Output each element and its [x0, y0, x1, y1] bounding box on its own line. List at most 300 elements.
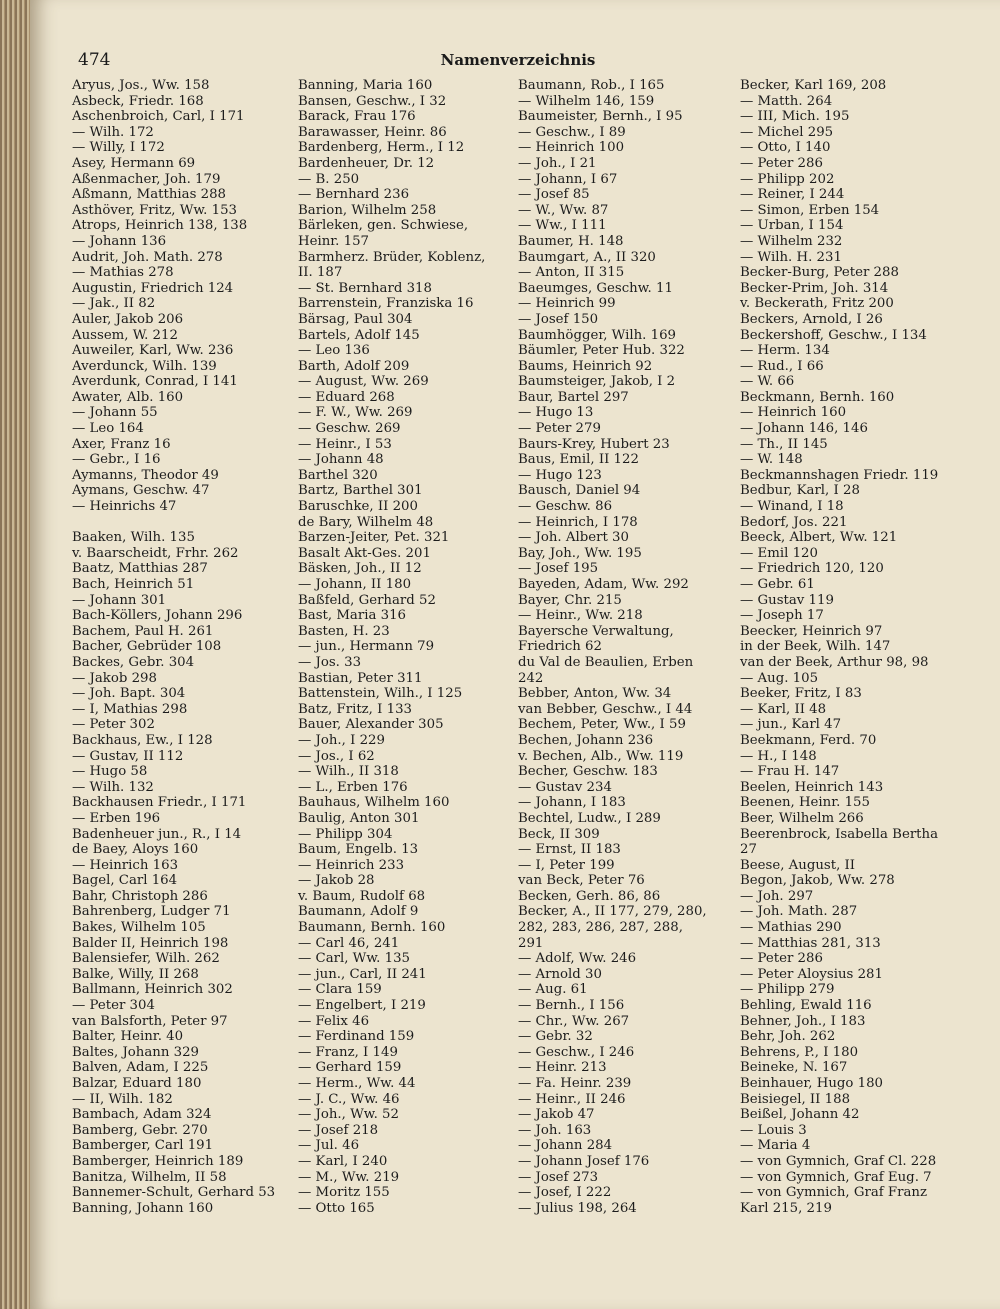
index-entry: Beckmann, Bernh. 160 — [740, 389, 895, 405]
index-entry: Becher, Geschw. 183 — [518, 764, 658, 780]
index-entry: — Heinr., I 53 — [298, 436, 392, 452]
index-entry: — Reiner, I 244 — [740, 187, 845, 203]
index-entry: Behling, Ewald 116 — [740, 998, 872, 1014]
index-entry: Beinhauer, Hugo 180 — [740, 1076, 884, 1091]
index-column-2 — [298, 78, 520, 1216]
index-entry: — von Gymnich, Graf Franz — [740, 1185, 927, 1201]
index-entry: Axer, Franz 16 — [72, 436, 171, 452]
index-entry: — Joh. 163 — [518, 1122, 592, 1138]
index-entry: Aßmann, Matthias 288 — [72, 187, 227, 203]
index-entry: — Heinr. 213 — [518, 1060, 607, 1076]
index-entry: — H., I 148 — [740, 748, 817, 764]
index-entry: — Ww., I 111 — [518, 218, 607, 234]
index-entry: — Joh. Bapt. 304 — [72, 686, 186, 702]
index-entry: — Philipp 304 — [298, 826, 393, 842]
index-entry: Asey, Hermann 69 — [72, 155, 196, 171]
index-entry: — II, Wilh. 182 — [72, 1091, 173, 1107]
index-entry: — Carl, Ww. 135 — [298, 951, 410, 967]
index-entry: Balder II, Heinrich 198 — [72, 935, 229, 951]
index-entry: Baur, Bartel 297 — [518, 389, 629, 405]
index-entry: Backes, Gebr. 304 — [72, 654, 195, 670]
index-entry: — Geschw., I 246 — [518, 1044, 635, 1060]
index-entry: Basten, H. 23 — [298, 623, 390, 639]
index-entry: — Wilhelm 232 — [740, 233, 843, 249]
index-entry: — Gustav, II 112 — [72, 748, 184, 764]
index-entry: Bechen, Johann 236 — [518, 732, 654, 748]
index-entry: Balke, Willy, II 268 — [72, 966, 199, 982]
index-entry: Backhaus, Ew., I 128 — [72, 732, 213, 748]
page-header — [78, 50, 958, 74]
index-entry: Baums, Heinrich 92 — [518, 358, 653, 374]
index-entry: — Gerhard 159 — [298, 1060, 402, 1076]
index-entry: Bedorf, Jos. 221 — [740, 514, 848, 530]
index-entry: — I, Mathias 298 — [72, 701, 188, 717]
index-entry: Heinr. 157 — [298, 233, 370, 249]
index-entry: — Mathias 278 — [72, 265, 174, 281]
index-entry: — Eduard 268 — [298, 389, 395, 405]
index-entry: Bacher, Gebrüder 108 — [72, 639, 222, 655]
index-entry: — Aug. 105 — [740, 670, 819, 686]
index-entry: — Peter 279 — [518, 421, 601, 437]
index-entry: — Jakob 28 — [298, 873, 375, 889]
index-entry: Beecker, Heinrich 97 — [740, 623, 883, 639]
index-entry: — Mathias 290 — [740, 920, 842, 936]
index-entry: — Josef, I 222 — [518, 1185, 612, 1201]
index-entry: van Bebber, Geschw., I 44 — [518, 701, 693, 717]
index-entry: — Johann 136 — [72, 233, 167, 249]
index-entry: — Wilhelm 146, 159 — [518, 93, 655, 109]
index-entry: — Heinrich 99 — [518, 296, 616, 312]
index-entry: Bäsken, Joh., II 12 — [298, 561, 422, 577]
index-entry: — Ferdinand 159 — [298, 1029, 415, 1045]
index-entry: v. Baarscheidt, Frhr. 262 — [72, 545, 239, 561]
index-entry: — Maria 4 — [740, 1138, 811, 1154]
index-entry: — III, Mich. 195 — [740, 109, 850, 125]
index-entry: — M., Ww. 219 — [298, 1169, 400, 1185]
index-entry: — Johann 301 — [72, 592, 167, 608]
index-entry: Becken, Gerh. 86, 86 — [518, 888, 661, 904]
index-entry: Bayeden, Adam, Ww. 292 — [518, 577, 689, 592]
index-entry: Basalt Akt-Ges. 201 — [298, 545, 431, 561]
index-entry: — Arnold 30 — [518, 966, 602, 982]
index-entry: — Michel 295 — [740, 124, 834, 140]
index-entry: — Wilh. 172 — [72, 124, 154, 140]
index-entry: Bambach, Adam 324 — [72, 1107, 212, 1123]
index-entry: Bardenberg, Herm., I 12 — [298, 140, 465, 156]
index-entry: Beelen, Heinrich 143 — [740, 779, 884, 795]
index-entry: — Heinrich, I 178 — [518, 514, 638, 530]
index-entry: — Jak., II 82 — [72, 296, 156, 312]
index-entry: Bakes, Wilhelm 105 — [72, 920, 206, 936]
index-entry: Balter, Heinr. 40 — [72, 1029, 184, 1045]
index-entry: — Wilh. 132 — [72, 779, 154, 795]
index-entry: — Winand, I 18 — [740, 499, 844, 515]
index-entry: Bechtel, Ludw., I 289 — [518, 810, 661, 826]
index-entry: — August, Ww. 269 — [298, 374, 429, 390]
index-entry: Beerenbrock, Isabella Bertha — [740, 826, 939, 842]
index-entry: — Peter 286 — [740, 951, 823, 967]
index-entry: — Josef 195 — [518, 561, 599, 577]
index-entry: Balensiefer, Wilh. 262 — [72, 951, 220, 967]
index-entry: Behner, Joh., I 183 — [740, 1013, 866, 1029]
index-entry: — Adolf, Ww. 246 — [518, 951, 637, 967]
index-entry: — W., Ww. 87 — [518, 202, 609, 218]
index-entry: — jun., Carl, II 241 — [298, 966, 427, 982]
index-entry: Banning, Maria 160 — [298, 78, 433, 93]
index-entry: Bayersche Verwaltung, — [518, 623, 674, 639]
index-column-1 — [72, 78, 292, 1216]
index-entry: Beese, August, II — [740, 857, 856, 873]
index-entry: — Otto 165 — [298, 1200, 375, 1216]
index-entry: Bamberger, Carl 191 — [72, 1138, 214, 1154]
index-entry: — Friedrich 120, 120 — [740, 561, 884, 577]
index-entry: 27 — [740, 842, 757, 858]
index-entry: — W. 66 — [740, 374, 795, 390]
index-entry: — Heinrich 160 — [740, 405, 847, 421]
index-entry: — Carl 46, 241 — [298, 935, 400, 951]
index-entry: Auler, Jakob 206 — [72, 311, 184, 327]
index-entry: Baßfeld, Gerhard 52 — [298, 592, 436, 608]
index-entry: — Emil 120 — [740, 545, 818, 561]
index-entry: — Engelbert, I 219 — [298, 998, 426, 1014]
index-entry: — Moritz 155 — [298, 1185, 390, 1201]
index-entry: Audrit, Joh. Math. 278 — [72, 249, 223, 265]
index-entry: Becker-Burg, Peter 288 — [740, 265, 899, 281]
index-entry: Aryus, Jos., Ww. 158 — [72, 78, 210, 93]
index-entry: Bauer, Alexander 305 — [298, 717, 444, 733]
index-entry: Baeumges, Geschw. 11 — [518, 280, 673, 296]
index-entry: Aymanns, Theodor 49 — [72, 467, 219, 483]
index-entry: Barawasser, Heinr. 86 — [298, 124, 447, 140]
index-entry: — Peter Aloysius 281 — [740, 966, 883, 982]
index-entry: — Joh., I 21 — [518, 155, 597, 171]
index-entry: Karl 215, 219 — [740, 1200, 832, 1216]
index-entry: v. Beckerath, Fritz 200 — [740, 296, 894, 312]
index-entry: — Willy, I 172 — [72, 140, 165, 156]
index-entry: — Geschw. 269 — [298, 421, 401, 437]
index-entry: — Joh., I 229 — [298, 732, 385, 748]
index-entry: Beckers, Arnold, I 26 — [740, 311, 883, 327]
index-entry: — Julius 198, 264 — [518, 1200, 637, 1216]
index-entry: — Heinrich 163 — [72, 857, 179, 873]
index-entry: Baulig, Anton 301 — [298, 810, 420, 826]
index-entry: — Jul. 46 — [298, 1138, 360, 1154]
index-entry: — Bernh., I 156 — [518, 998, 625, 1014]
index-entry: Barion, Wilhelm 258 — [298, 202, 437, 218]
index-entry: de Bary, Wilhelm 48 — [298, 514, 434, 530]
index-entry: Baatz, Matthias 287 — [72, 561, 208, 577]
index-entry: Aschenbroich, Carl, I 171 — [72, 109, 245, 125]
index-entry: — Johann 48 — [298, 452, 384, 468]
index-entry: Bärsag, Paul 304 — [298, 311, 413, 327]
index-entry: — Erben 196 — [72, 810, 161, 826]
index-entry: Bauhaus, Wilhelm 160 — [298, 795, 450, 811]
index-entry: — Heinrichs 47 — [72, 499, 177, 515]
index-entry: Bahrenberg, Ludger 71 — [72, 904, 231, 920]
index-entry: Bagel, Carl 164 — [72, 873, 178, 889]
index-entry: — Jos. 33 — [298, 654, 362, 670]
index-entry: — Joh. 297 — [740, 888, 814, 904]
index-entry: Averdunk, Conrad, I 141 — [72, 374, 238, 390]
index-entry: Beekmann, Ferd. 70 — [740, 732, 877, 748]
index-entry: v. Bechen, Alb., Ww. 119 — [518, 748, 684, 764]
index-entry: — B. 250 — [298, 171, 360, 187]
index-entry: — J. C., Ww. 46 — [298, 1091, 400, 1107]
index-entry: van Balsforth, Peter 97 — [72, 1013, 228, 1029]
index-entry: Barack, Frau 176 — [298, 109, 416, 125]
index-entry: Baltes, Johann 329 — [72, 1044, 200, 1060]
index-entry: Baumsteiger, Jakob, I 2 — [518, 374, 676, 390]
index-entry: — Bernhard 236 — [298, 187, 410, 203]
index-entry: Barrenstein, Franziska 16 — [298, 296, 474, 312]
index-entry: — Heinrich 100 — [518, 140, 625, 156]
index-entry: Beeck, Albert, Ww. 121 — [740, 530, 898, 546]
index-entry: — Geschw. 86 — [518, 499, 613, 515]
index-entry: — Peter 302 — [72, 717, 155, 733]
index-entry: 291 — [518, 935, 544, 951]
index-entry: Bansen, Geschw., I 32 — [298, 93, 447, 109]
index-entry: Behr, Joh. 262 — [740, 1029, 836, 1045]
index-entry: — L., Erben 176 — [298, 779, 408, 795]
index-entry: Balven, Adam, I 225 — [72, 1060, 209, 1076]
index-entry: — Gebr., I 16 — [72, 452, 161, 468]
index-entry: Beineke, N. 167 — [740, 1060, 848, 1076]
index-entry: — Josef 273 — [518, 1169, 599, 1185]
index-entry: Baumann, Adolf 9 — [298, 904, 419, 920]
index-entry: — Felix 46 — [298, 1013, 370, 1029]
index-entry: Bastian, Peter 311 — [298, 670, 423, 686]
index-entry: Beenen, Heinr. 155 — [740, 795, 870, 811]
index-entry: Awater, Alb. 160 — [72, 389, 184, 405]
index-entry: — Hugo 13 — [518, 405, 594, 421]
index-entry: — Matthias 281, 313 — [740, 935, 881, 951]
index-entry: Becker-Prim, Joh. 314 — [740, 280, 889, 296]
index-entry: — Jakob 47 — [518, 1107, 595, 1123]
index-entry: — Ernst, II 183 — [518, 842, 621, 858]
index-entry: Bartz, Barthel 301 — [298, 483, 423, 499]
index-entry: Beckershoff, Geschw., I 134 — [740, 327, 927, 343]
index-entry: Barzen-Jeiter, Pet. 321 — [298, 530, 450, 546]
index-entry: — Johann Josef 176 — [518, 1153, 650, 1169]
index-entry: Badenheuer jun., R., I 14 — [72, 826, 242, 842]
index-entry: — von Gymnich, Graf Eug. 7 — [740, 1169, 932, 1185]
index-entry: Baumann, Rob., I 165 — [518, 78, 665, 93]
index-entry: Banning, Johann 160 — [72, 1200, 214, 1216]
index-entry: Becker, Karl 169, 208 — [740, 78, 887, 93]
index-entry: Averdunck, Wilh. 139 — [72, 358, 217, 374]
index-entry: — Joseph 17 — [740, 608, 824, 624]
index-entry: — Johann 55 — [72, 405, 158, 421]
index-entry: — Louis 3 — [740, 1122, 807, 1138]
index-entry: — St. Bernhard 318 — [298, 280, 432, 296]
index-entry: — Fa. Heinr. 239 — [518, 1076, 632, 1091]
index-entry: Baus, Emil, II 122 — [518, 452, 639, 468]
index-column-4 — [740, 78, 970, 1216]
index-entry: Bechem, Peter, Ww., I 59 — [518, 717, 686, 733]
index-entry: — Anton, II 315 — [518, 265, 625, 281]
index-entry: Battenstein, Wilh., I 125 — [298, 686, 463, 702]
index-entry: Baaken, Wilh. 135 — [72, 530, 195, 546]
index-entry: — Johann 284 — [518, 1138, 613, 1154]
index-entry: — Johann, I 183 — [518, 795, 626, 811]
index-entry: Backhausen Friedr., I 171 — [72, 795, 247, 811]
index-entry: Auweiler, Karl, Ww. 236 — [72, 343, 234, 359]
index-entry: — Th., II 145 — [740, 436, 828, 452]
index-entry: Baumer, H. 148 — [518, 233, 624, 249]
index-entry: de Baey, Aloys 160 — [72, 842, 199, 858]
index-entry: Begon, Jakob, Ww. 278 — [740, 873, 895, 889]
index-entry: Bach-Köllers, Johann 296 — [72, 608, 243, 624]
index-entry: — Urban, I 154 — [740, 218, 844, 234]
index-column-3 — [518, 78, 740, 1216]
index-entry: Beck, II 309 — [518, 826, 600, 842]
index-entry: — Jakob 298 — [72, 670, 157, 686]
running-title: Namenverzeichnis — [440, 51, 596, 69]
index-entry: Bausch, Daniel 94 — [518, 483, 641, 499]
index-entry: — Johann, II 180 — [298, 577, 412, 592]
index-entry: — Jos., I 62 — [298, 748, 375, 764]
index-entry: Beer, Wilhelm 266 — [740, 810, 864, 826]
index-entry: — Heinr., II 246 — [518, 1091, 626, 1107]
index-entry: Behrens, P., I 180 — [740, 1044, 859, 1060]
index-entry: — Otto, I 140 — [740, 140, 831, 156]
index-entry: Bahr, Christoph 286 — [72, 888, 208, 904]
index-entry — [72, 515, 292, 531]
index-entry: — Josef 218 — [298, 1122, 379, 1138]
index-entry: — Josef 85 — [518, 187, 590, 203]
index-entry: — Philipp 202 — [740, 171, 835, 187]
index-entry: Barmherz. Brüder, Koblenz, — [298, 249, 486, 265]
index-entry: Baumeister, Bernh., I 95 — [518, 109, 683, 125]
index-entry: — Peter 286 — [740, 155, 823, 171]
index-entry: Banitza, Wilhelm, II 58 — [72, 1169, 227, 1185]
index-entry: Bannemer-Schult, Gerhard 53 — [72, 1185, 276, 1201]
index-entry: — Matth. 264 — [740, 93, 833, 109]
index-entry: Asbeck, Friedr. 168 — [72, 93, 204, 109]
index-entry: — Joh. Math. 287 — [740, 904, 858, 920]
index-entry: — Rud., I 66 — [740, 358, 824, 374]
index-entry: Aussem, W. 212 — [72, 327, 178, 343]
index-entry: — Peter 304 — [72, 998, 155, 1014]
index-entry: Beisiegel, II 188 — [740, 1091, 851, 1107]
index-entry: — Philipp 279 — [740, 982, 835, 998]
index-entry: — Wilh., II 318 — [298, 764, 399, 780]
index-entry: Bachem, Paul H. 261 — [72, 623, 214, 639]
index-entry: van Beck, Peter 76 — [518, 873, 645, 889]
index-entry: — Josef 150 — [518, 311, 599, 327]
index-entry: Baruschke, II 200 — [298, 499, 418, 515]
index-entry: Bebber, Anton, Ww. 34 — [518, 686, 672, 702]
index-entry: — Chr., Ww. 267 — [518, 1013, 630, 1029]
page-number: 474 — [78, 50, 111, 70]
index-entry: — Frau H. 147 — [740, 764, 840, 780]
index-entry: — Wilh. H. 231 — [740, 249, 842, 265]
index-entry: Ballmann, Heinrich 302 — [72, 982, 233, 998]
index-entry: — Karl, I 240 — [298, 1153, 388, 1169]
index-entry: Baumann, Bernh. 160 — [298, 920, 446, 936]
index-entry: — von Gymnich, Graf Cl. 228 — [740, 1153, 937, 1169]
index-entry: — jun., Karl 47 — [740, 717, 842, 733]
index-entry: Baum, Engelb. 13 — [298, 842, 419, 858]
index-entry: Becker, A., II 177, 279, 280, — [518, 904, 707, 920]
index-entry: — Clara 159 — [298, 982, 382, 998]
index-entry: — Gustav 234 — [518, 779, 612, 795]
index-entry: Bach, Heinrich 51 — [72, 577, 195, 592]
page-stack-edge — [0, 0, 30, 1309]
index-entry: Beeker, Fritz, I 83 — [740, 686, 862, 702]
index-entry: Friedrich 62 — [518, 639, 602, 655]
index-entry: — jun., Hermann 79 — [298, 639, 435, 655]
index-entry: Bayer, Chr. 215 — [518, 592, 622, 608]
index-entry: — Johann 146, 146 — [740, 421, 868, 437]
index-entry: Bärleken, gen. Schwiese, — [298, 218, 469, 234]
index-entry: Baurs-Krey, Hubert 23 — [518, 436, 670, 452]
index-entry: Baumhögger, Wilh. 169 — [518, 327, 677, 343]
index-entry: Augustin, Friedrich 124 — [72, 280, 234, 296]
index-entry: — Heinr., Ww. 218 — [518, 608, 643, 624]
index-entry: — Gustav 119 — [740, 592, 834, 608]
index-entry: Atrops, Heinrich 138, 138 — [72, 218, 248, 234]
index-entry: 242 — [518, 670, 544, 686]
index-entry: — Joh. Albert 30 — [518, 530, 629, 546]
index-entry: — Leo 164 — [72, 421, 144, 437]
index-entry: Bamberger, Heinrich 189 — [72, 1153, 244, 1169]
index-entry: Aßenmacher, Joh. 179 — [72, 171, 221, 187]
index-entry: Bartels, Adolf 145 — [298, 327, 420, 343]
index-entry: Bäumler, Peter Hub. 322 — [518, 343, 685, 359]
index-entry: Bast, Maria 316 — [298, 608, 407, 624]
index-entry: — Geschw., I 89 — [518, 124, 626, 140]
index-entry: — Hugo 58 — [72, 764, 148, 780]
index-entry: — Johann, I 67 — [518, 171, 618, 187]
index-entry: Batz, Fritz, I 133 — [298, 701, 412, 717]
index-entry: Bamberg, Gebr. 270 — [72, 1122, 208, 1138]
index-entry: v. Baum, Rudolf 68 — [298, 888, 426, 904]
index-entry: — Simon, Erben 154 — [740, 202, 880, 218]
index-entry: — Herm. 134 — [740, 343, 830, 359]
index-entry: Bay, Joh., Ww. 195 — [518, 545, 642, 561]
index-entry: Beckmannshagen Friedr. 119 — [740, 467, 939, 483]
index-entry: — Gebr. 61 — [740, 577, 815, 592]
index-entry: Barthel 320 — [298, 467, 378, 483]
index-entry: — Hugo 123 — [518, 467, 602, 483]
index-entry: 282, 283, 286, 287, 288, — [518, 920, 683, 936]
index-entry: — Aug. 61 — [518, 982, 588, 998]
index-entry: Baumgart, A., II 320 — [518, 249, 656, 265]
index-entry: Bardenheuer, Dr. 12 — [298, 155, 435, 171]
index-entry: Asthöver, Fritz, Ww. 153 — [72, 202, 238, 218]
index-entry: — Herm., Ww. 44 — [298, 1076, 416, 1091]
index-entry: Balzar, Eduard 180 — [72, 1076, 202, 1091]
index-entry: — Joh., Ww. 52 — [298, 1107, 399, 1123]
index-entry: — I, Peter 199 — [518, 857, 615, 873]
index-entry: — Heinrich 233 — [298, 857, 405, 873]
index-entry: — W. 148 — [740, 452, 803, 468]
index-entry: Beißel, Johann 42 — [740, 1107, 860, 1123]
index-entry: — Gebr. 32 — [518, 1029, 593, 1045]
index-entry: — F. W., Ww. 269 — [298, 405, 413, 421]
index-entry: in der Beek, Wilh. 147 — [740, 639, 891, 655]
index-entry: II. 187 — [298, 265, 343, 281]
index-entry: du Val de Beaulien, Erben — [518, 654, 694, 670]
index-entry: van der Beek, Arthur 98, 98 — [740, 654, 929, 670]
index-entry: — Karl, II 48 — [740, 701, 827, 717]
index-entry: — Franz, I 149 — [298, 1044, 398, 1060]
index-entry: — Leo 136 — [298, 343, 370, 359]
index-entry: Bedbur, Karl, I 28 — [740, 483, 860, 499]
index-entry: Aymans, Geschw. 47 — [72, 483, 210, 499]
index-entry: Barth, Adolf 209 — [298, 358, 410, 374]
